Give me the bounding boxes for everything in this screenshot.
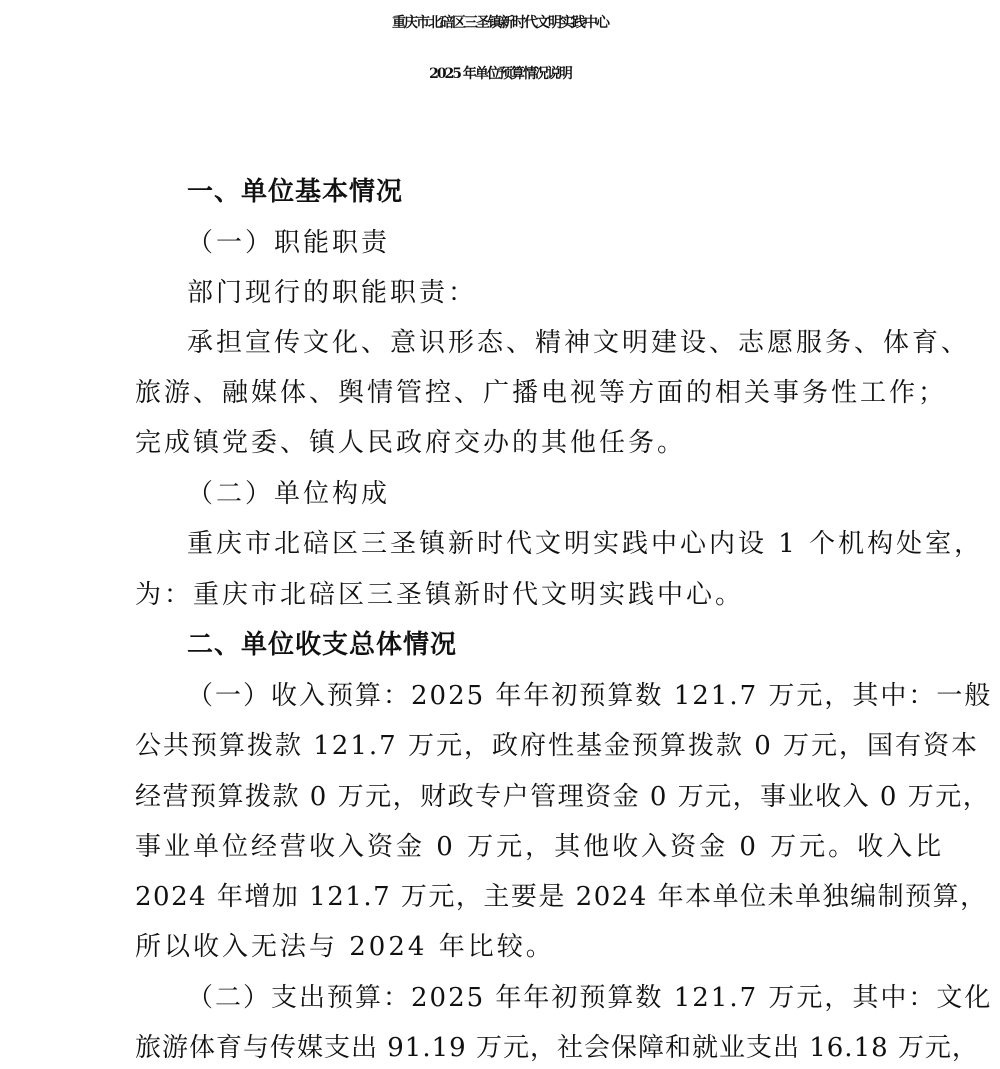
section-1-heading: 一、单位基本情况 [187,177,404,207]
duties-line-1: 承担宣传文化、意识形态、精神文明建设、志愿服务、体育、 [187,328,971,358]
income-line-6: 所以收入无法与 2024 年比较。 [135,932,555,962]
section-2-heading: 二、单位收支总体情况 [187,630,458,660]
subsection-2-heading: （二）单位构成 [187,479,391,509]
duties-line-3: 完成镇党委、镇人民政府交办的其他任务。 [135,428,687,458]
expense-line-2: 旅游体育与传媒支出 91.19 万元，社会保障和就业支出 16.18 万元， [135,1033,979,1063]
duties-line-2: 旅游、融媒体、舆情管控、广播电视等方面的相关事务性工作； [135,378,948,408]
composition-line-2: 为：重庆市北碚区三圣镇新时代文明实践中心。 [135,580,745,610]
income-line-2: 公共预算拨款 121.7 万元，政府性基金预算拨款 0 万元，国有资本 [135,731,980,761]
income-line-1: （一）收入预算：2025 年年初预算数 121.7 万元，其中：一般 [187,681,993,711]
income-line-3: 经营预算拨款 0 万元，财政专户管理资金 0 万元，事业收入 0 万元， [135,782,991,812]
duties-intro: 部门现行的职能职责： [187,278,478,308]
title-line-2: 2025 年单位预算情况说明 [429,66,571,82]
subsection-1-heading: （一）职能职责 [187,228,391,258]
title-line-1: 重庆市北碚区三圣镇新时代文明实践中心 [392,15,608,31]
income-line-5: 2024 年增加 121.7 万元，主要是 2024 年本单位未单独编制预算， [135,882,988,912]
composition-line-1: 重庆市北碚区三圣镇新时代文明实践中心内设 1 个机构处室， [187,529,984,559]
expense-line-1: （二）支出预算：2025 年年初预算数 121.7 万元，其中：文化 [187,983,993,1013]
income-line-4: 事业单位经营收入资金 0 万元，其他收入资金 0 万元。收入比 [135,832,945,862]
